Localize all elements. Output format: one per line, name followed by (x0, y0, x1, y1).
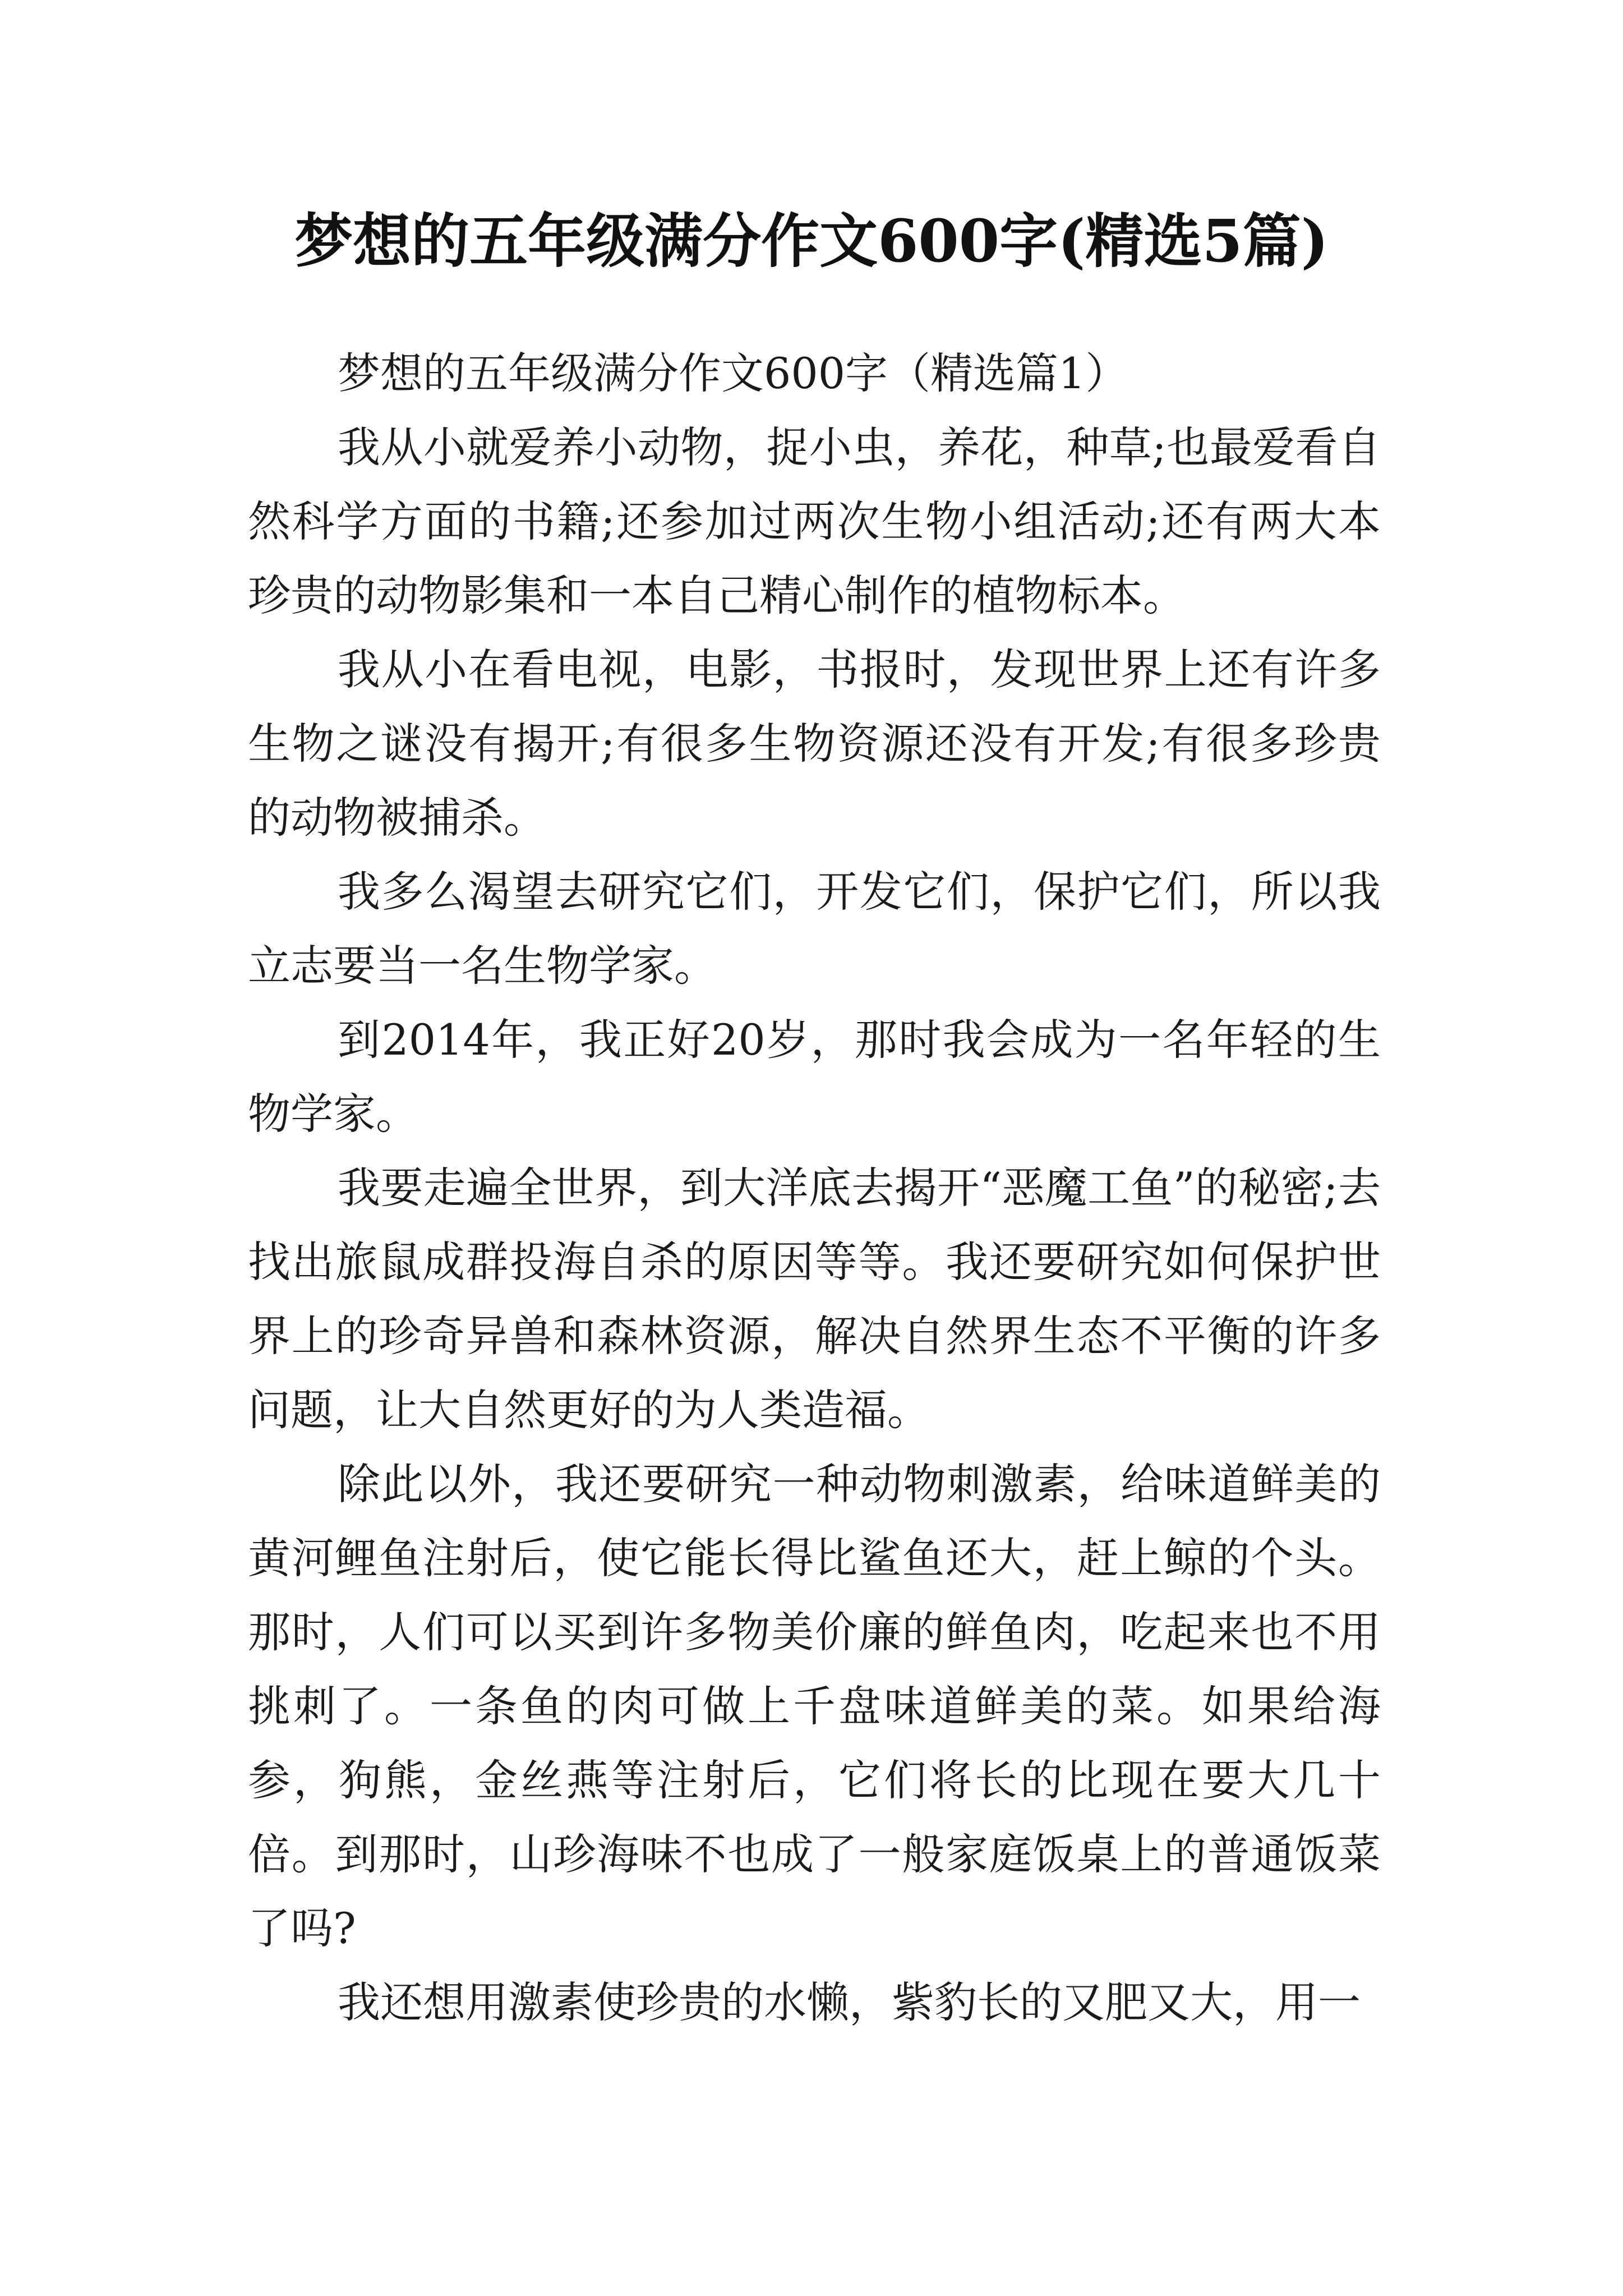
document-title: 梦想的五年级满分作文600字(精选5篇) (294, 206, 1329, 275)
paragraph: 我还想用激素使珍贵的水懒，紫豹长的又肥又大，用一 (338, 1977, 1361, 2027)
paragraph: 我多么渴望去研究它们，开发它们，保护它们，所以我立志要当一名生物学家。 (248, 867, 1381, 991)
paragraph: 我从小在看电视，电影，书报时，发现世界上还有许多生物之谜没有揭开;有很多生物资源还没有开发;有很多珍贵的动物被捕杀。 (248, 645, 1381, 843)
paragraph: 我要走遍全世界，到大洋底去揭开“恶魔工鱼”的秘密;去找出旅鼠成群投海自杀的原因等等。我还要研究如何保护世界上的珍奇异兽和森林资源，解决自然界生态不平衡的许多问题，让大自然更好的为人类造福。 (248, 1163, 1381, 1435)
document-body (248, 337, 1381, 2040)
paragraph: 除此以外，我还要研究一种动物刺激素，给味道鲜美的黄河鲤鱼注射后，使它能长得比鲨鱼还大，赶上鲸的个头。那时，人们可以买到许多物美价廉的鲜鱼肉，吃起来也不用挑刺了。一条鱼的肉可做上千盘味道鲜美的菜。如果给海参，狗熊，金丝燕等注射后，它们将长的比现在要大几十倍。到那时，山珍海味不也成了一般家庭饭桌上的普通饭菜了吗? (248, 1459, 1381, 1953)
section-heading: 梦想的五年级满分作文600字（精选篇1） (338, 348, 1128, 398)
paragraph: 到2014年，我正好20岁，那时我会成为一名年轻的生物学家。 (248, 1015, 1381, 1139)
paragraph: 我从小就爱养小动物，捉小虫，养花，种草;也最爱看自然科学方面的书籍;还参加过两次生物小组活动;还有两大本珍贵的动物影集和一本自己精心制作的植物标本。 (248, 422, 1381, 620)
